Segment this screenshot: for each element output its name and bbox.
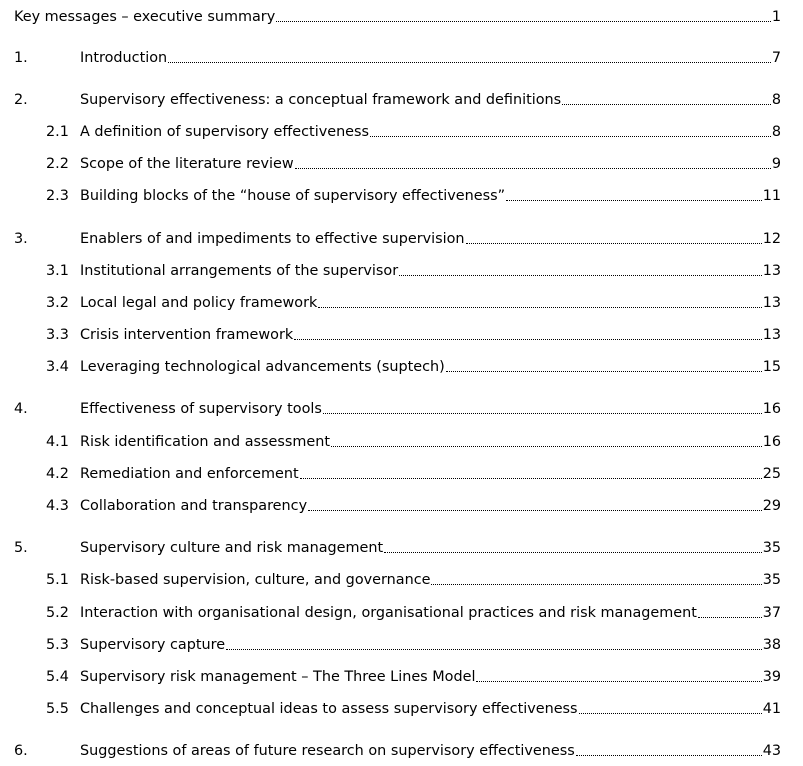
toc-number: 5.5 (46, 701, 69, 717)
toc-entry-section[interactable] (0, 603, 803, 623)
toc-number: 3.4 (46, 359, 69, 375)
toc-page-number: 35 (762, 540, 781, 556)
toc-entry-section[interactable] (0, 432, 803, 452)
toc-title: Interaction with organisational design, organisational practices and risk management (80, 605, 697, 621)
toc-page-number: 35 (762, 572, 781, 588)
toc-number: 4.1 (46, 434, 69, 450)
toc-page-number: 41 (762, 701, 781, 717)
toc-title: Enablers of and impediments to effective supervision (80, 231, 465, 247)
toc-title: Supervisory culture and risk management (80, 540, 384, 556)
toc-page-number: 8 (771, 124, 781, 140)
toc-title: Leveraging technological advancements (suptech) (80, 359, 445, 375)
toc-leader (168, 61, 771, 63)
toc-number: 2. (14, 92, 28, 108)
toc-leader (562, 103, 771, 105)
toc-title: Crisis intervention framework (80, 327, 294, 343)
toc-number: 6. (14, 743, 28, 759)
toc-leader (294, 338, 761, 340)
toc-leader (308, 509, 762, 511)
toc-number: 1. (14, 50, 28, 66)
toc-title: A definition of supervisory effectiveness (80, 124, 370, 140)
toc-title: Suggestions of areas of future research on supervisory effectiveness (80, 743, 575, 759)
toc-number: 3.2 (46, 295, 69, 311)
toc-entry-summary[interactable] (0, 7, 803, 27)
toc-leader (579, 712, 762, 714)
toc-page-number: 25 (762, 466, 781, 482)
toc-title: Effectiveness of supervisory tools (80, 401, 322, 417)
toc-page-number: 16 (762, 434, 781, 450)
toc-entry-section[interactable] (0, 570, 803, 590)
toc-number: 4. (14, 401, 28, 417)
toc-page-number: 1 (771, 9, 781, 25)
toc-leader (431, 583, 761, 585)
toc-leader (300, 477, 762, 479)
toc-entry-section[interactable] (0, 496, 803, 516)
toc-title: Risk-based supervision, culture, and governance (80, 572, 431, 588)
toc-number: 2.2 (46, 156, 69, 172)
toc-entry-section[interactable] (0, 325, 803, 345)
toc-number: 5.2 (46, 605, 69, 621)
toc-leader (506, 199, 762, 201)
toc-page-number: 39 (762, 669, 781, 685)
toc-title: Supervisory effectiveness: a conceptual framework and definitions (80, 92, 562, 108)
toc-number: 4.3 (46, 498, 69, 514)
toc-leader (370, 135, 771, 137)
toc-number: 5.1 (46, 572, 69, 588)
toc-number: 5.3 (46, 637, 69, 653)
toc-page-number: 11 (762, 188, 781, 204)
toc-number: 3.3 (46, 327, 69, 343)
toc-title: Institutional arrangements of the supervisor (80, 263, 399, 279)
toc-leader (331, 445, 762, 447)
toc-number: 3. (14, 231, 28, 247)
toc-page-number: 13 (762, 295, 781, 311)
toc-leader (698, 616, 762, 618)
toc-leader (295, 167, 771, 169)
toc-entry-chapter[interactable] (0, 229, 803, 249)
toc-entry-section[interactable] (0, 154, 803, 174)
toc-title: Key messages – executive summary (14, 9, 276, 25)
toc-page-number: 15 (762, 359, 781, 375)
toc-leader (323, 412, 762, 414)
toc-entry-chapter[interactable] (0, 399, 803, 419)
toc-leader (226, 648, 762, 650)
toc-number: 2.3 (46, 188, 69, 204)
toc-entry-chapter[interactable] (0, 538, 803, 558)
toc-entry-section[interactable] (0, 667, 803, 687)
toc-title: Remediation and enforcement (80, 466, 299, 482)
toc-title: Local legal and policy framework (80, 295, 318, 311)
toc-number: 2.1 (46, 124, 69, 140)
toc-title: Collaboration and transparency (80, 498, 308, 514)
toc-title: Supervisory capture (80, 637, 226, 653)
toc-title: Introduction (80, 50, 168, 66)
toc-entry-section[interactable] (0, 261, 803, 281)
toc-leader (576, 754, 762, 756)
toc-leader (466, 242, 762, 244)
toc-entry-section[interactable] (0, 122, 803, 142)
toc-title: Challenges and conceptual ideas to assess supervisory effectiveness (80, 701, 578, 717)
toc-page-number: 13 (762, 327, 781, 343)
toc-entry-section[interactable] (0, 635, 803, 655)
toc-number: 5. (14, 540, 28, 556)
toc-entry-section[interactable] (0, 699, 803, 719)
toc-page-number: 37 (762, 605, 781, 621)
toc-page-number: 13 (762, 263, 781, 279)
toc-number: 4.2 (46, 466, 69, 482)
toc-title: Supervisory risk management – The Three Lines Model (80, 669, 476, 685)
toc-leader (318, 306, 761, 308)
toc-number: 3.1 (46, 263, 69, 279)
toc-title: Scope of the literature review (80, 156, 294, 172)
toc-leader (476, 680, 761, 682)
toc-page-number: 12 (762, 231, 781, 247)
toc-title: Risk identification and assessment (80, 434, 331, 450)
toc-page-number: 7 (771, 50, 781, 66)
toc-entry-chapter[interactable] (0, 741, 803, 761)
toc-page-number: 9 (771, 156, 781, 172)
toc-entry-section[interactable] (0, 186, 803, 206)
toc-leader (446, 370, 762, 372)
toc-page-number: 38 (762, 637, 781, 653)
toc-entry-section[interactable] (0, 464, 803, 484)
toc-page-number: 16 (762, 401, 781, 417)
toc-leader (384, 551, 762, 553)
toc-entry-section[interactable] (0, 357, 803, 377)
toc-title: Building blocks of the “house of supervisory effectiveness” (80, 188, 506, 204)
toc-page-number: 29 (762, 498, 781, 514)
toc-page-number: 8 (771, 92, 781, 108)
toc-leader (399, 274, 762, 276)
toc-number: 5.4 (46, 669, 69, 685)
toc-page-number: 43 (762, 743, 781, 759)
toc-leader (276, 20, 771, 22)
toc-entry-chapter[interactable] (0, 48, 803, 68)
toc-entry-section[interactable] (0, 293, 803, 313)
toc-entry-chapter[interactable] (0, 90, 803, 110)
